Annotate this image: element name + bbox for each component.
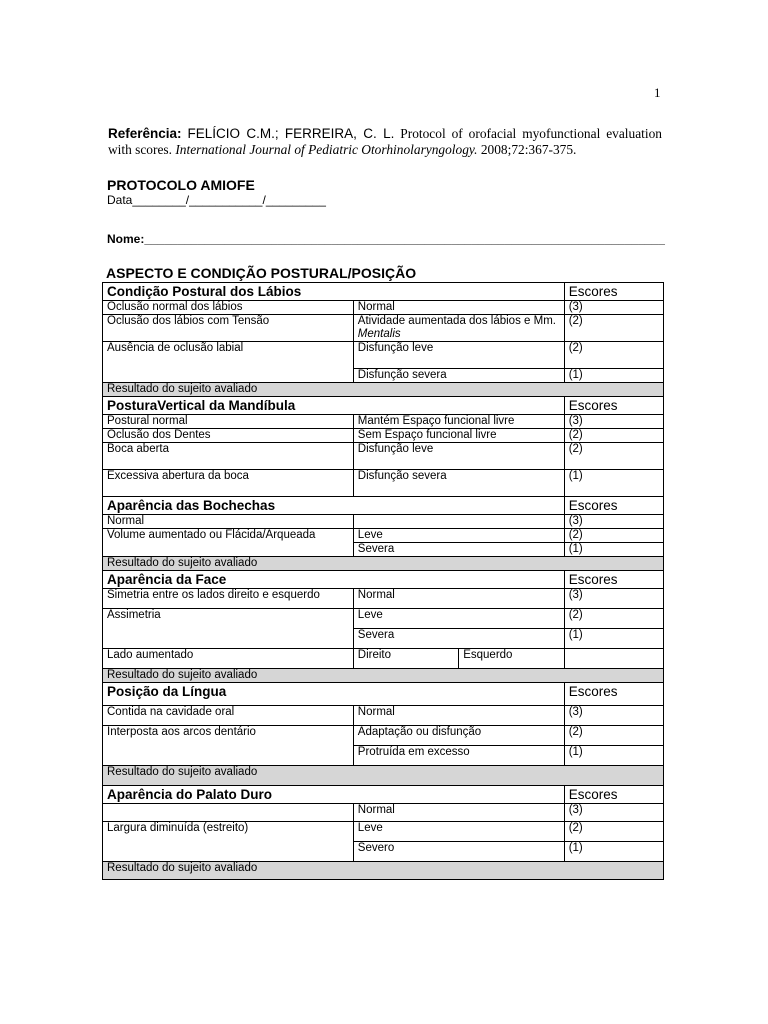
cell-score[interactable]: (3) xyxy=(564,415,663,429)
palate-section-title: Aparência do Palato Duro xyxy=(103,786,565,804)
cell-description: Normal xyxy=(353,301,564,315)
cell-score[interactable]: (2) xyxy=(564,342,663,369)
section-title: ASPECTO E CONDIÇÃO POSTURAL/POSIÇÃO xyxy=(106,265,417,281)
cell-score[interactable]: (2) xyxy=(564,529,663,543)
cell-score[interactable]: (2) xyxy=(564,609,663,629)
option-left[interactable]: Esquerdo xyxy=(459,649,564,669)
tongue-header-row xyxy=(103,683,664,706)
cell-description: Disfunção leve xyxy=(353,443,564,470)
result-label: Resultado do sujeito avaliado xyxy=(103,862,664,880)
cell-description: Leve xyxy=(353,609,564,629)
result-row[interactable] xyxy=(103,557,664,571)
cell-score[interactable]: (1) xyxy=(564,369,663,383)
cell-score[interactable]: (3) xyxy=(564,706,663,726)
cell-description xyxy=(353,315,564,342)
cell-condition xyxy=(103,804,354,822)
mandible-section-title: PosturaVertical da Mandíbula xyxy=(103,397,565,415)
cell-score[interactable]: (3) xyxy=(564,804,663,822)
table-row xyxy=(103,589,664,609)
table-row xyxy=(103,649,664,669)
cell-description: Severa xyxy=(353,629,564,649)
reference-authors: FELÍCIO C.M.; FERREIRA, C. L. xyxy=(187,126,395,141)
palate-header-row xyxy=(103,786,664,804)
cell-condition: Excessiva abertura da boca xyxy=(103,470,354,497)
cell-score[interactable]: (3) xyxy=(564,589,663,609)
lips-header-row xyxy=(103,283,664,301)
result-label: Resultado do sujeito avaliado xyxy=(103,383,664,397)
cell-score[interactable]: (3) xyxy=(564,301,663,315)
cell-condition: Largura diminuída (estreito) xyxy=(103,822,354,862)
reference-details: 2008;72:367-375. xyxy=(477,142,577,157)
cell-condition: Ausência de oclusão labial xyxy=(103,342,354,383)
cell-description: Disfunção severa xyxy=(353,369,564,383)
cheeks-section-title: Aparência das Bochechas xyxy=(103,497,565,515)
cell-description: Disfunção severa xyxy=(353,470,564,497)
result-row[interactable] xyxy=(103,862,664,880)
table-row xyxy=(103,429,664,443)
table-row xyxy=(103,315,664,342)
cell-condition: Oclusão normal dos lábios xyxy=(103,301,354,315)
reference-title: Protocol of orofacial myofunctional evaluation with scores. xyxy=(108,126,662,157)
cell-condition: Contida na cavidade oral xyxy=(103,706,354,726)
cell-score[interactable]: (2) xyxy=(564,429,663,443)
cell-score[interactable]: (1) xyxy=(564,470,663,497)
cell-description: Adaptação ou disfunção xyxy=(353,726,564,746)
cell-score[interactable]: (1) xyxy=(564,629,663,649)
table-row xyxy=(103,609,664,629)
result-row[interactable] xyxy=(103,766,664,786)
cell-condition: Oclusão dos lábios com Tensão xyxy=(103,315,354,342)
cell-description: Severo xyxy=(353,842,564,862)
cell-score[interactable] xyxy=(564,649,663,669)
description-text: Atividade aumentada dos lábios e Mm. xyxy=(357,315,556,327)
page-number: 1 xyxy=(654,85,661,100)
cell-description: Normal xyxy=(353,589,564,609)
reference-journal: International Journal of Pediatric Otorhinolaryngology. xyxy=(175,142,478,157)
scores-header: Escores xyxy=(564,571,663,589)
cell-score[interactable]: (1) xyxy=(564,746,663,766)
cell-score[interactable]: (2) xyxy=(564,315,663,342)
cell-condition: Volume aumentado ou Flácida/Arqueada xyxy=(103,529,354,557)
result-row[interactable] xyxy=(103,383,664,397)
cell-description: Normal xyxy=(353,706,564,726)
cell-score[interactable]: (2) xyxy=(564,726,663,746)
cell-description: Protruída em excesso xyxy=(353,746,564,766)
mandible-header-row xyxy=(103,397,664,415)
result-row[interactable] xyxy=(103,669,664,683)
cell-description: Sem Espaço funcional livre xyxy=(353,429,564,443)
cell-condition: Lado aumentado xyxy=(103,649,354,669)
cell-description: Leve xyxy=(353,822,564,842)
option-right[interactable]: Direito xyxy=(353,649,458,669)
table-row xyxy=(103,822,664,842)
table-row xyxy=(103,529,664,543)
table-row xyxy=(103,804,664,822)
reference-label: Referência: xyxy=(108,126,182,141)
cell-score[interactable]: (1) xyxy=(564,543,663,557)
scores-header: Escores xyxy=(564,497,663,515)
date-field[interactable]: Data________/___________/_________ xyxy=(107,193,326,207)
cell-condition: Normal xyxy=(103,515,354,529)
cell-condition: Interposta aos arcos dentário xyxy=(103,726,354,766)
result-label: Resultado do sujeito avaliado xyxy=(103,669,664,683)
cell-description: Mantém Espaço funcional livre xyxy=(353,415,564,429)
reference-paragraph xyxy=(108,126,662,158)
scores-header: Escores xyxy=(564,283,663,301)
face-section-title: Aparência da Face xyxy=(103,571,565,589)
scores-header: Escores xyxy=(564,683,663,706)
table-row xyxy=(103,706,664,726)
result-label: Resultado do sujeito avaliado xyxy=(103,557,664,571)
cell-score[interactable]: (1) xyxy=(564,842,663,862)
scores-header: Escores xyxy=(564,786,663,804)
cell-description: Normal xyxy=(353,804,564,822)
result-label: Resultado do sujeito avaliado xyxy=(103,766,664,786)
cell-score[interactable]: (2) xyxy=(564,822,663,842)
cell-condition: Simetria entre os lados direito e esquerdo xyxy=(103,589,354,609)
scores-header: Escores xyxy=(564,397,663,415)
cell-description: Disfunção leve xyxy=(353,342,564,369)
table-row xyxy=(103,443,664,470)
cheeks-header-row xyxy=(103,497,664,515)
cell-condition: Oclusão dos Dentes xyxy=(103,429,354,443)
cell-condition: Assimetria xyxy=(103,609,354,649)
evaluation-table xyxy=(102,282,664,880)
cell-condition: Boca aberta xyxy=(103,443,354,470)
lips-section-title: Condição Postural dos Lábios xyxy=(103,283,565,301)
cell-condition: Postural normal xyxy=(103,415,354,429)
tongue-section-title: Posição da Língua xyxy=(103,683,565,706)
table-row xyxy=(103,515,664,529)
description-italic: Mentalis xyxy=(357,328,401,340)
table-row xyxy=(103,726,664,746)
face-header-row xyxy=(103,571,664,589)
cell-description: Leve xyxy=(353,529,564,543)
table-row xyxy=(103,470,664,497)
table-row xyxy=(103,342,664,369)
cell-score[interactable]: (3) xyxy=(564,515,663,529)
cell-description: Severa xyxy=(353,543,564,557)
cell-description xyxy=(353,515,564,529)
table-row xyxy=(103,301,664,315)
name-field[interactable]: Nome:______________________________________________________________________________ xyxy=(107,232,665,246)
cell-score[interactable]: (2) xyxy=(564,443,663,470)
table-row xyxy=(103,415,664,429)
protocol-title: PROTOCOLO AMIOFE xyxy=(107,177,255,193)
